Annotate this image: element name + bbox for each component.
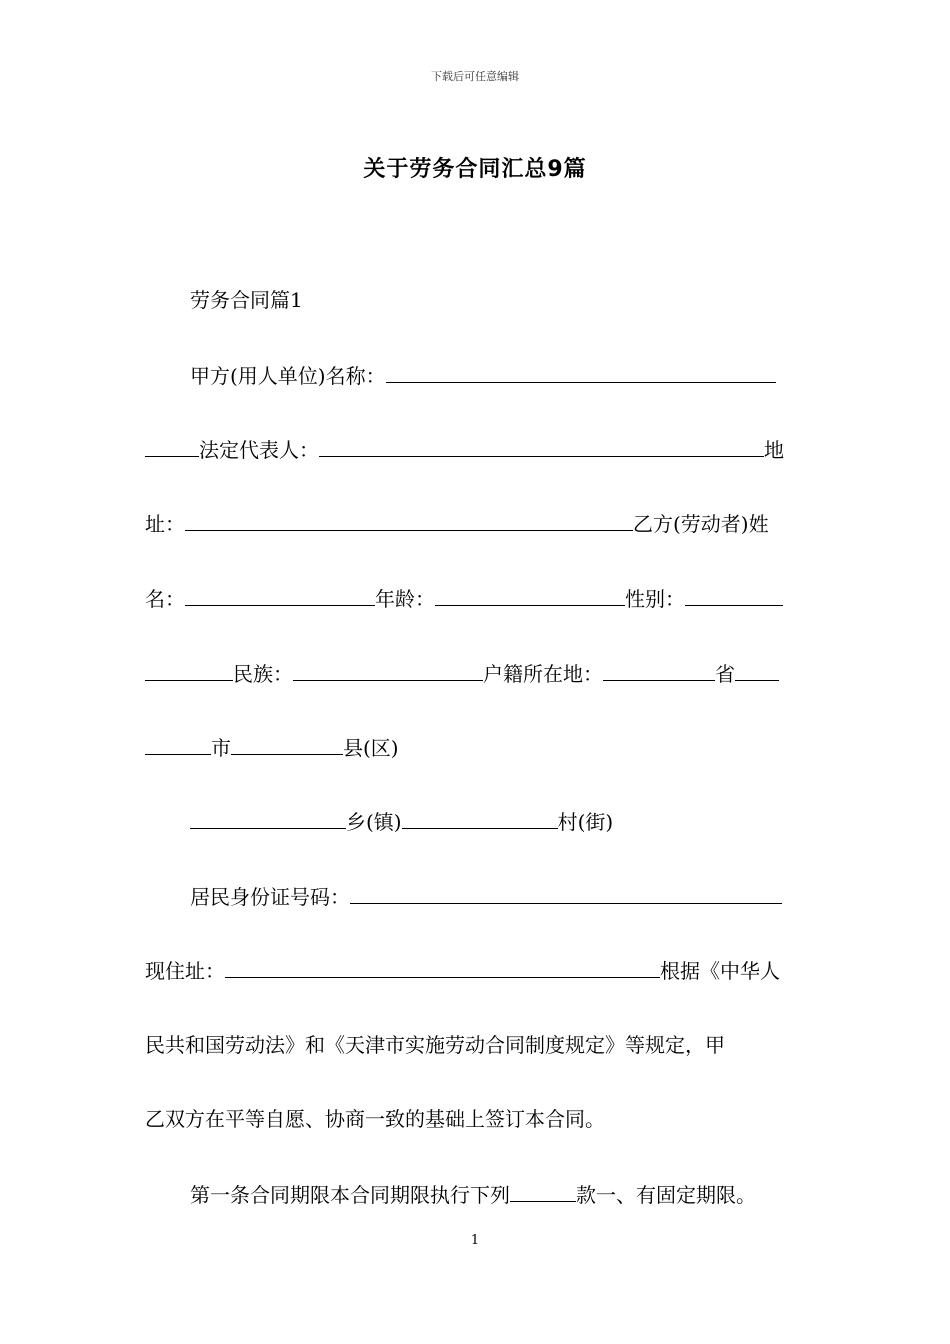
section-title: 劳务合同篇1 [190, 288, 303, 312]
legal-rep-blank [319, 434, 764, 457]
city-label: 市 [211, 736, 231, 760]
article-one-blank [510, 1179, 576, 1202]
current-address-label: 现住址： [145, 959, 225, 983]
page-header: 下载后可任意编辑 [431, 70, 519, 83]
province-tail-blank [735, 658, 779, 681]
basis-text-line: 民共和国劳动法》和《天津市实施劳动合同制度规定》等规定，甲 [145, 1033, 725, 1057]
gender-cont-blank [145, 658, 233, 681]
address-blank [185, 508, 633, 531]
legal-rep-line [145, 434, 810, 465]
party-a-name-label: 甲方(用人单位)名称： [190, 364, 386, 388]
name-blank [185, 583, 375, 606]
article-one-line [190, 1179, 830, 1210]
city-lead-blank [145, 732, 211, 755]
name-label-end: 名： [145, 587, 185, 611]
article-one-text: 第一条合同期限本合同期限执行下列 [190, 1183, 510, 1207]
current-address-blank [225, 955, 660, 978]
age-blank [435, 583, 625, 606]
county-blank [231, 732, 343, 755]
party-b-name-label-start: 乙方(劳动者)姓 [633, 512, 769, 536]
ethnicity-label: 民族： [233, 662, 293, 686]
page-number: 1 [470, 1233, 480, 1248]
county-label: 县(区) [343, 736, 399, 760]
gender-blank [685, 583, 783, 606]
town-village-line [190, 806, 815, 837]
legal-rep-label: 法定代表人： [199, 438, 319, 462]
id-number-label: 居民身份证号码： [190, 885, 350, 909]
city-county-line [145, 732, 810, 763]
legal-rep-lead-blank [145, 434, 199, 457]
ethnicity-household-line [145, 658, 810, 689]
province-blank [603, 658, 715, 681]
address-line [145, 508, 810, 539]
basis-text-start: 根据《中华人 [660, 959, 780, 983]
village-label: 村(街) [557, 810, 614, 834]
article-one-text-end: 款一、有固定期限。 [576, 1183, 756, 1207]
town-blank [190, 806, 346, 829]
name-age-gender-line [145, 583, 810, 614]
gender-label: 性别： [625, 587, 685, 611]
age-label: 年龄： [375, 587, 435, 611]
party-a-name-blank [386, 360, 776, 383]
village-blank [402, 806, 558, 829]
ethnicity-blank [293, 658, 483, 681]
household-label: 户籍所在地： [483, 662, 603, 686]
agreement-text-line: 乙双方在平等自愿、协商一致的基础上签订本合同。 [145, 1107, 605, 1131]
current-address-line [145, 955, 810, 986]
id-number-blank [350, 881, 782, 904]
province-label: 省 [715, 662, 735, 686]
id-number-line [190, 881, 815, 912]
address-label-end: 址： [145, 512, 185, 536]
address-label-start: 地 [764, 438, 784, 462]
town-label: 乡(镇) [346, 810, 402, 834]
party-a-name-line [190, 360, 815, 391]
document-title: 关于劳务合同汇总9篇 [363, 157, 587, 182]
